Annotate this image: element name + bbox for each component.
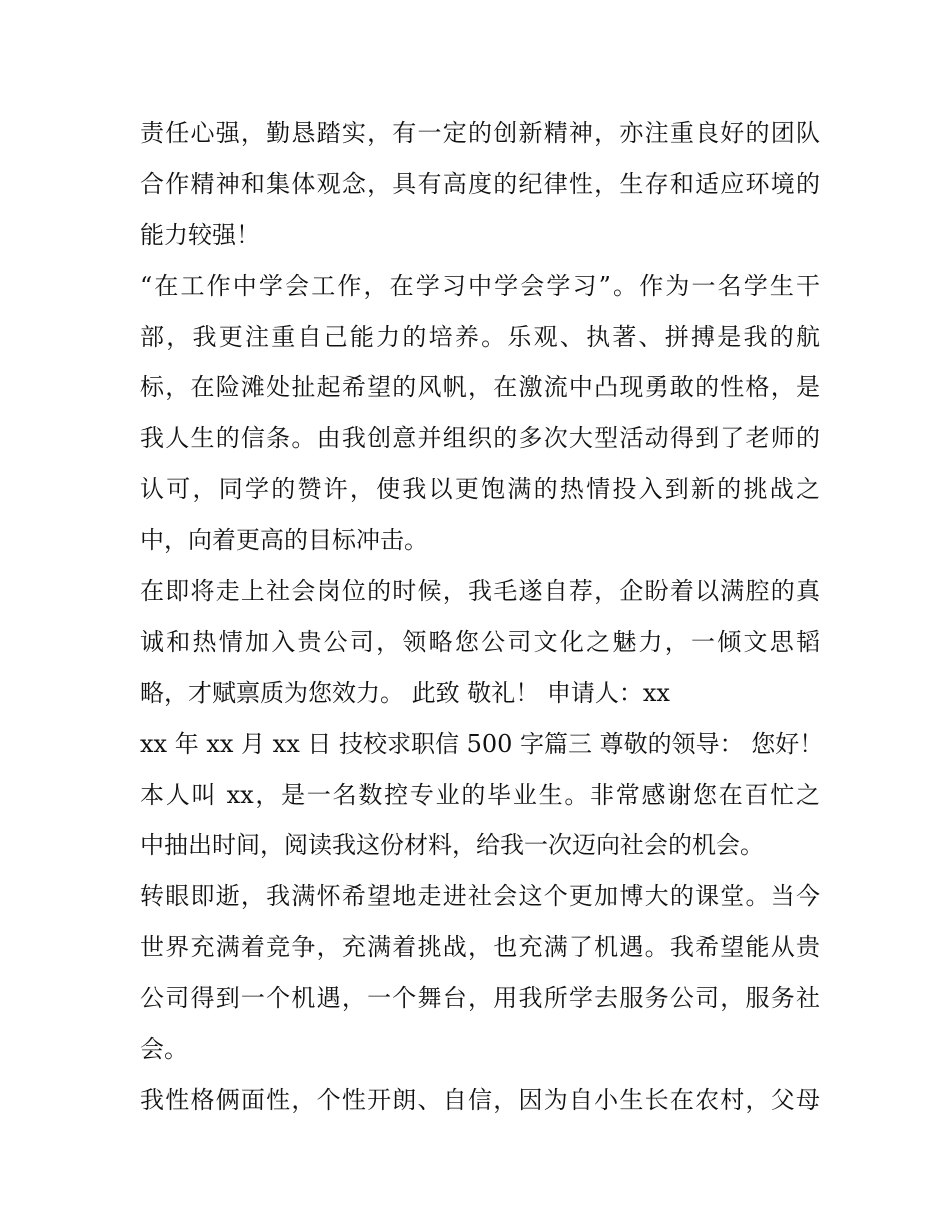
text-line: 我人生的信条。由我创意并组织的多次大型活动得到了老师的 xyxy=(140,424,820,453)
text-line: 中，向着更高的目标冲击。 xyxy=(140,526,428,555)
text-line: 公司得到一个机遇，一个舞台，用我所学去服务公司，服务社 xyxy=(140,984,820,1013)
text-line: 诚和热情加入贵公司，领略您公司文化之魅力，一倾文思韬 xyxy=(140,627,820,656)
text-line: 责任心强，勤恳踏实，有一定的创新精神，亦注重良好的团队 xyxy=(140,119,820,147)
body-text xyxy=(140,108,824,1126)
text-line: 认可，同学的赞许，使我以更饱满的热情投入到新的挑战之 xyxy=(140,475,820,504)
text-line: 世界充满着竞争，充满着挑战，也充满了机遇。我希望能从贵 xyxy=(140,933,820,962)
text-line: 能力较强！ xyxy=(140,220,260,249)
text-line: 中抽出时间，阅读我这份材料，给我一次迈向社会的机会。 xyxy=(140,831,764,860)
text-line: 本人叫 xx，是一名数控专业的毕业生。非常感谢您在百忙之 xyxy=(140,780,820,809)
text-line: 标，在险滩处扯起希望的风帆，在激流中凸现勇敢的性格，是 xyxy=(140,373,820,402)
text-line: 会。 xyxy=(140,1035,188,1064)
text-line: 转眼即逝，我满怀希望地走进社会这个更加博大的课堂。当今 xyxy=(140,882,820,911)
text-line: xx 年 xx 月 xx 日 技校求职信 500 字篇三 尊敬的领导： 您好！ xyxy=(140,729,824,758)
text-line: 我性格俩面性，个性开朗、自信，因为自小生长在农村，父母 xyxy=(140,1085,820,1114)
text-line: 在即将走上社会岗位的时候，我毛遂自荐，企盼着以满腔的真 xyxy=(140,577,820,606)
text-line: 部，我更注重自己能力的培养。乐观、执著、拼搏是我的航 xyxy=(140,322,820,351)
text-line: 略，才赋禀质为您效力。 此致 敬礼！ 申请人：xx xyxy=(140,678,670,707)
text-line: 合作精神和集体观念，具有高度的纪律性，生存和适应环境的 xyxy=(140,169,820,198)
text-line: “在工作中学会工作，在学习中学会学习”。作为一名学生干 xyxy=(140,271,820,300)
